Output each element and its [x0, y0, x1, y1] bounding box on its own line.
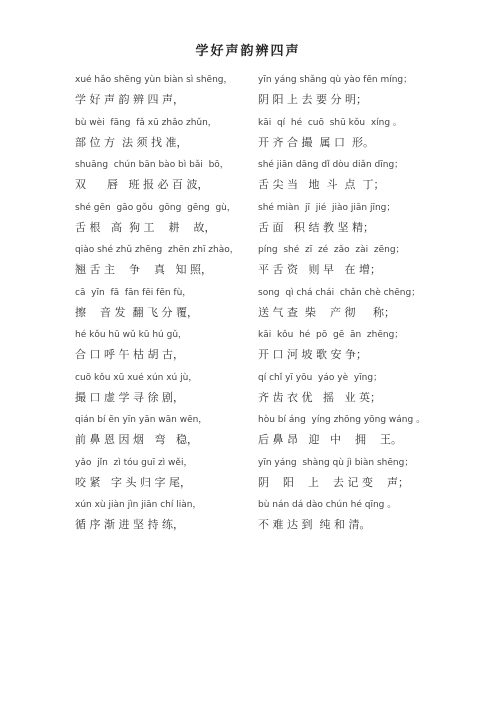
- hanzi-segment: 舌 面 积 结 教 坚 精；: [258, 221, 374, 234]
- pinyin-segment: shé gēn gāo gǒu gōng gēng gù，: [75, 203, 236, 213]
- pinyin-segment: kāi kǒu hé pō gē ān zhēng；: [258, 330, 404, 340]
- hanzi-segment: 前 鼻 恩 因 烟 弯 稳，: [75, 433, 198, 446]
- hanzi-segment: 擦 音 发 翻 飞 分 覆，: [75, 306, 198, 319]
- pinyin-segment: kāi qí hé cuō shū kǒu xíng 。: [258, 118, 402, 128]
- pinyin-segment: hòu bí áng yíng zhōng yōng wáng 。: [258, 415, 426, 425]
- hanzi-segment: 后 鼻 昂 迎 中 拥 王。: [258, 433, 402, 446]
- pinyin-segment: yǎo jǐn zì tóu guī zì wěi，: [75, 458, 193, 468]
- hanzi-segment: 学 好 声 韵 辨 四 声，: [75, 93, 184, 106]
- hanzi-segment: 开 齐 合 撮 属 口 形。: [258, 136, 374, 149]
- pinyin-segment: bù nán dá dào chún hé qīng 。: [258, 500, 397, 510]
- pinyin-segment: shé miàn jī jié jiào jiān jīng；: [258, 203, 396, 213]
- hanzi-segment: 循 序 渐 进 坚 持 练，: [75, 518, 184, 531]
- pinyin-segment: shuāng chún bān bào bì bǎi bō，: [75, 160, 229, 170]
- hanzi-segment: 双 唇 班 报 必 百 波，: [75, 178, 209, 191]
- hanzi-segment: 舌 根 高 狗 工 耕 故，: [75, 221, 216, 234]
- poem-title: 学好声韵辨四声: [195, 44, 301, 59]
- hanzi-segment: 平 舌 资 则 早 在 增；: [258, 263, 381, 276]
- pinyin-segment: shé jiān dāng dǐ dòu diǎn dīng；: [258, 160, 404, 170]
- pinyin-segment: cuō kǒu xū xué xún xú jù，: [75, 373, 198, 383]
- pinyin-segment: hé kǒu hū wǔ kū hú gǔ，: [75, 330, 188, 340]
- pinyin-segment: qián bí ēn yīn yān wān wēn，: [75, 415, 208, 425]
- hanzi-segment: 舌 尖 当 地 斗 点 丁；: [258, 178, 385, 191]
- pinyin-segment: bù wèi fāng fǎ xū zhǎo zhǔn，: [75, 118, 217, 128]
- pinyin-segment: xué hǎo shēng yùn biàn sì shēng，: [75, 75, 233, 85]
- hanzi-segment: 撮 口 虚 学 寻 徐 剧，: [75, 391, 184, 404]
- hanzi-segment: 翘 舌 主 争 真 知 照，: [75, 263, 212, 276]
- pinyin-segment: xún xù jiàn jìn jiān chí liàn，: [75, 500, 202, 510]
- hanzi-segment: 阴 阳 上 去 要 分 明；: [258, 93, 367, 106]
- pinyin-segment: song qì chá chái chǎn chè chēng；: [258, 288, 421, 298]
- pinyin-segment: cā yīn fā fān fēi fēn fù，: [75, 288, 192, 298]
- pinyin-segment: píng shé zī zé zǎo zài zēng；: [258, 245, 405, 255]
- hanzi-segment: 送 气 查 柴 产 彻 称；: [258, 306, 395, 319]
- hanzi-segment: 咬 紧 字 头 归 字 尾，: [75, 476, 191, 489]
- hanzi-segment: 开 口 河 坡 歌 安 争；: [258, 348, 367, 361]
- hanzi-segment: 齐 齿 衣 优 摇 业 英；: [258, 391, 381, 404]
- pinyin-segment: yīn yáng shǎng qù yào fēn míng；: [258, 75, 413, 85]
- pinyin-segment: qiào shé zhǔ zhēng zhēn zhī zhào，: [75, 245, 239, 255]
- hanzi-segment: 合 口 呼 午 枯 胡 古，: [75, 348, 184, 361]
- hanzi-segment: 不 难 达 到 纯 和 清。: [258, 518, 371, 531]
- pinyin-segment: qí chǐ yī yōu yáo yè yīng；: [258, 373, 383, 383]
- hanzi-segment: 阴 阳 上 去 记 变 声；: [258, 476, 409, 489]
- pinyin-segment: yīn yáng shàng qù jì biàn shēng；: [258, 458, 414, 468]
- hanzi-segment: 部 位 方 法 须 找 准，: [75, 136, 188, 149]
